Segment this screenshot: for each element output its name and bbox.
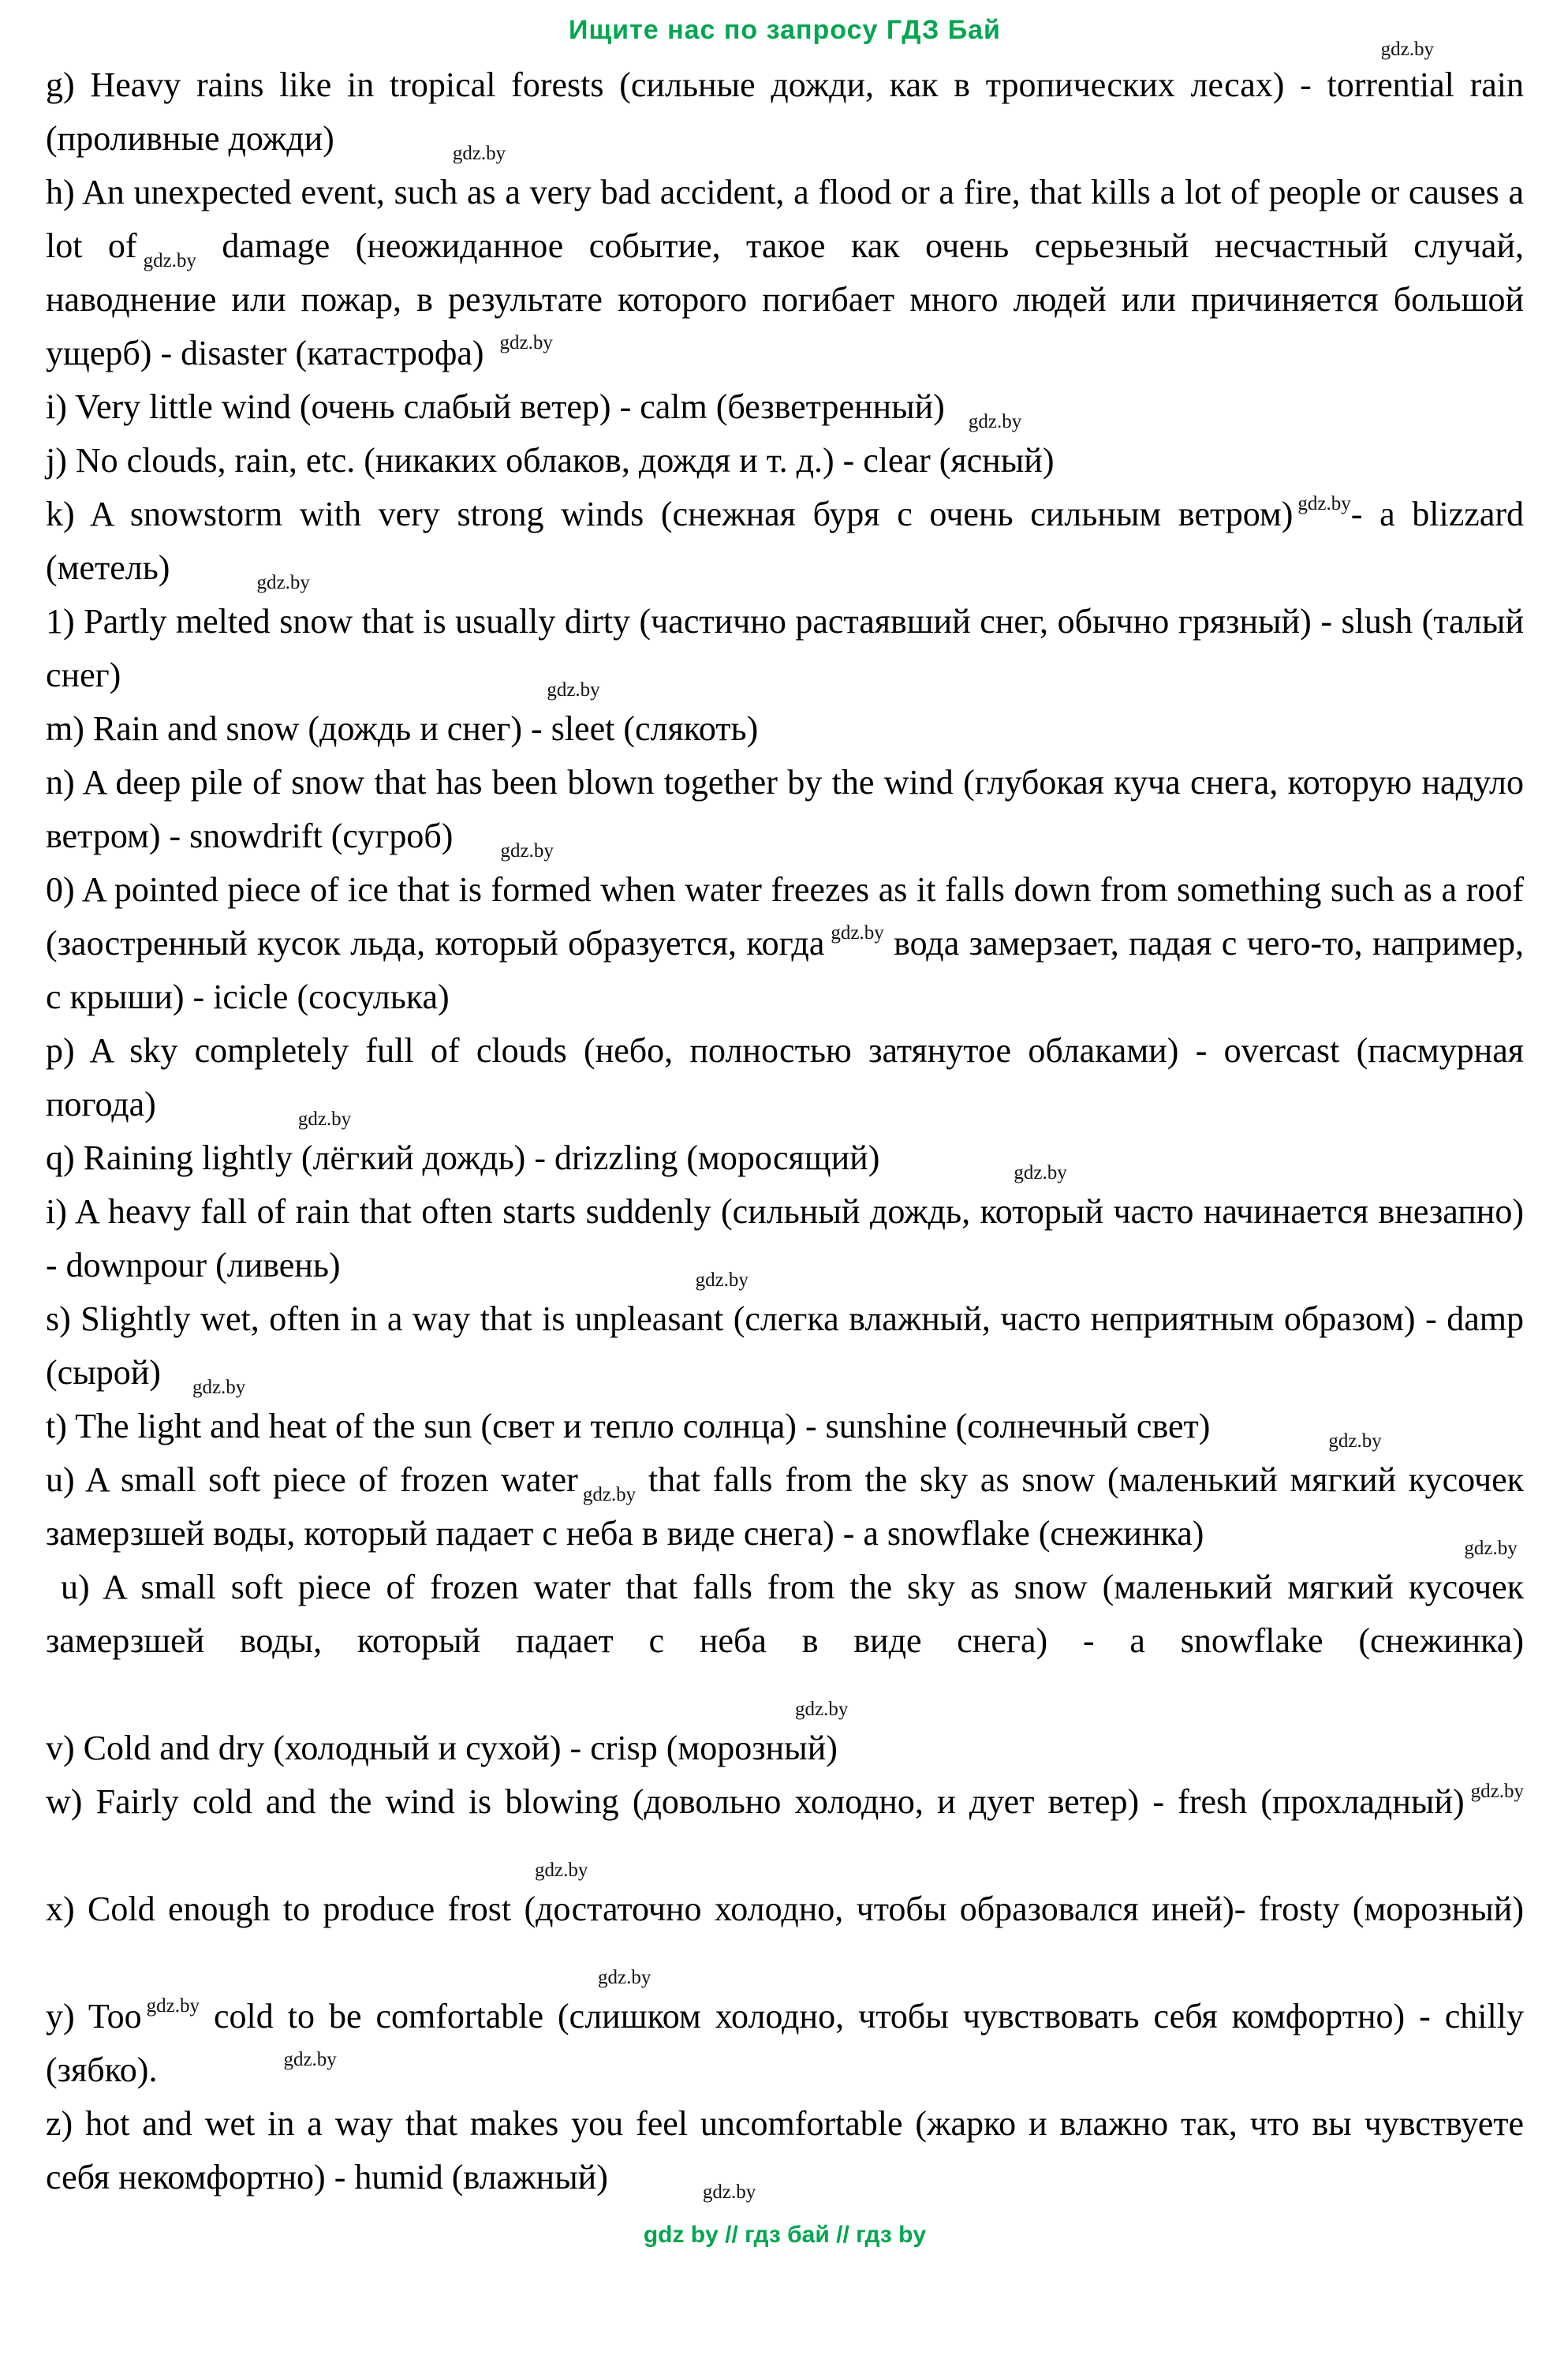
gdz-watermark: gdz.by bbox=[535, 1860, 588, 1881]
definition-text: z) hot and wet in a way that makes you feel uncomfortable (жарко и влажно так, что вы чувствуете себя некомфортно) - humid (влажный) bbox=[46, 2104, 1524, 2196]
definition-text: 1) Partly melted snow that is usually dirty (частично растаявший снег, обычно грязный) - slush (талый снег) bbox=[46, 602, 1524, 694]
paragraph-o bbox=[46, 863, 1524, 1024]
gdz-watermark: gdz.by bbox=[1464, 1538, 1518, 1559]
gdz-watermark: gdz.by bbox=[297, 1108, 352, 1130]
definition-text: v) Cold and dry (холодный и сухой) - crisp (морозный) bbox=[46, 1729, 838, 1767]
definition-text: t) The light and heat of the sun (свет и тепло солнца) - sunshine (солнечный свет) bbox=[46, 1407, 1211, 1445]
definition-text: вода замерзает, падая с чего-то, например, с крыши) - icicle (сосулька) bbox=[46, 924, 1524, 1016]
gdz-watermark: gdz.by bbox=[146, 1995, 200, 2017]
paragraph-u1 bbox=[46, 1453, 1524, 1561]
gdz-watermark: gdz.by bbox=[695, 1269, 749, 1291]
definition-text: q) Raining lightly (лёгкий дождь) - drizzling (моросящий) bbox=[46, 1138, 880, 1177]
definition-text: damage (неожиданное событие, такое как очень серьезный несчастный случай, наводнение или пожар, в результате которого погибает много людей или причиняется большой ущерб) - disaster (катастрофа) bbox=[46, 226, 1524, 372]
definition-text: y) Too bbox=[46, 1997, 142, 2036]
gdz-watermark: gdz.by bbox=[831, 922, 884, 944]
definition-text: s) Slightly wet, often in a way that is unpleasant (слегка влажный, часто неприятным образом) - damp (сырой) bbox=[46, 1299, 1524, 1392]
paragraph-x bbox=[46, 1882, 1524, 1990]
definition-text: h) An unexpected event, such as a very bad accident, a flood or a fire, that kills a lot of people or causes a lot of bbox=[46, 173, 1524, 265]
definition-text: x) Cold enough to produce frost (достаточно холодно, чтобы образовался иней)- frosty (морозный) bbox=[46, 1890, 1524, 1928]
paragraph-j bbox=[46, 434, 1524, 488]
gdz-watermark: gdz.by bbox=[1297, 493, 1351, 514]
gdz-watermark: gdz.by bbox=[702, 2181, 756, 2203]
gdz-watermark: gdz.by bbox=[1380, 39, 1434, 60]
gdz-watermark: gdz.by bbox=[1470, 1781, 1524, 1802]
footer-text: gdz by // гдз бай // гдз by bbox=[643, 2222, 927, 2248]
paragraph-v bbox=[46, 1722, 1524, 1775]
paragraph-u2 bbox=[46, 1561, 1524, 1722]
gdz-watermark: gdz.by bbox=[452, 143, 506, 164]
gdz-watermark: gdz.by bbox=[143, 250, 196, 271]
paragraph-p bbox=[46, 1024, 1524, 1131]
definition-text: p) A sky completely full of clouds (небо, полностью затянутое облаками) - overcast (пасмурная погода) bbox=[46, 1031, 1524, 1123]
paragraph-w bbox=[46, 1775, 1524, 1882]
gdz-watermark: gdz.by bbox=[1014, 1162, 1067, 1183]
gdz-watermark: gdz.by bbox=[1328, 1430, 1382, 1452]
gdz-watermark: gdz.by bbox=[968, 411, 1022, 432]
gdz-watermark: gdz.by bbox=[283, 2049, 337, 2070]
paragraph-z bbox=[46, 2097, 1524, 2204]
definition-text: 0) A pointed piece of ice that is formed when water freezes as it falls down from something such as a roof (заостренный кусок льда, который образуется, когда bbox=[46, 870, 1524, 963]
paragraph-h bbox=[46, 166, 1524, 380]
gdz-watermark: gdz.by bbox=[795, 1699, 849, 1720]
paragraph-m bbox=[46, 702, 1524, 756]
paragraph-r bbox=[46, 1185, 1524, 1292]
paragraph-g bbox=[46, 58, 1524, 166]
paragraph-s bbox=[46, 1292, 1524, 1400]
gdz-watermark: gdz.by bbox=[582, 1484, 637, 1505]
definition-text: that falls from the sky as snow (маленький мягкий кусочек замерзшей воды, который падает с неба в виде снега) - a snowflake (снежинка) bbox=[46, 1460, 1524, 1553]
gdz-watermark: gdz.by bbox=[256, 572, 310, 593]
content bbox=[46, 58, 1524, 2204]
definition-text: - a blizzard (метель) bbox=[46, 495, 1524, 587]
definition-text: m) Rain and snow (дождь и снег) - sleet (слякоть) bbox=[46, 709, 759, 748]
paragraph-q bbox=[46, 1131, 1524, 1185]
gdz-watermark: gdz.by bbox=[192, 1377, 246, 1398]
definition-text: n) A deep pile of snow that has been blown together by the wind (глубокая куча снега, которую надуло ветром) - snowdrift (сугроб) bbox=[46, 763, 1524, 855]
paragraph-t bbox=[46, 1400, 1524, 1453]
gdz-watermark: gdz.by bbox=[547, 679, 600, 701]
definition-text: i) Very little wind (очень слабый ветер) - calm (безветренный) bbox=[46, 387, 945, 426]
gdz-watermark: gdz.by bbox=[500, 840, 554, 862]
definition-text: k) A snowstorm with very strong winds (снежная буря с очень сильным ветром) bbox=[46, 495, 1294, 533]
paragraph-i bbox=[46, 380, 1524, 434]
gdz-watermark: gdz.by bbox=[499, 332, 553, 353]
definition-text: w) Fairly cold and the wind is blowing (довольно холодно, и дует ветер) - fresh (прохладный) bbox=[46, 1782, 1465, 1821]
paragraph-n bbox=[46, 756, 1524, 863]
definition-text: i) A heavy fall of rain that often starts suddenly (сильный дождь, который часто начинается внезапно) - downpour (ливень) bbox=[46, 1192, 1524, 1284]
paragraph-y bbox=[46, 1990, 1524, 2097]
definition-text: cold to be comfortable (слишком холодно, чтобы чувствовать себя комфортно) - chilly (зябко). bbox=[46, 1997, 1524, 2089]
paragraph-k bbox=[46, 488, 1524, 595]
definition-text: u) A small soft piece of frozen water bbox=[46, 1460, 578, 1499]
gdz-watermark: gdz.by bbox=[598, 1967, 651, 1988]
paragraph-l bbox=[46, 595, 1524, 702]
definition-text: g) Heavy rains like in tropical forests (сильные дожди, как в тропических лесах) - torrential rain (проливные дожди) bbox=[46, 65, 1524, 158]
definition-text: j) No clouds, rain, etc. (никаких облаков, дождя и т. д.) - clear (ясный) bbox=[46, 441, 1055, 480]
definition-text: u) A small soft piece of frozen water that falls from the sky as snow (маленький мягкий кусочек замерзшей воды, который падает с неба в виде снега) - a snowflake (снежинка) bbox=[46, 1568, 1524, 1660]
site-header-text: Ищите нас по запросу ГДЗ Бай bbox=[569, 15, 1001, 45]
